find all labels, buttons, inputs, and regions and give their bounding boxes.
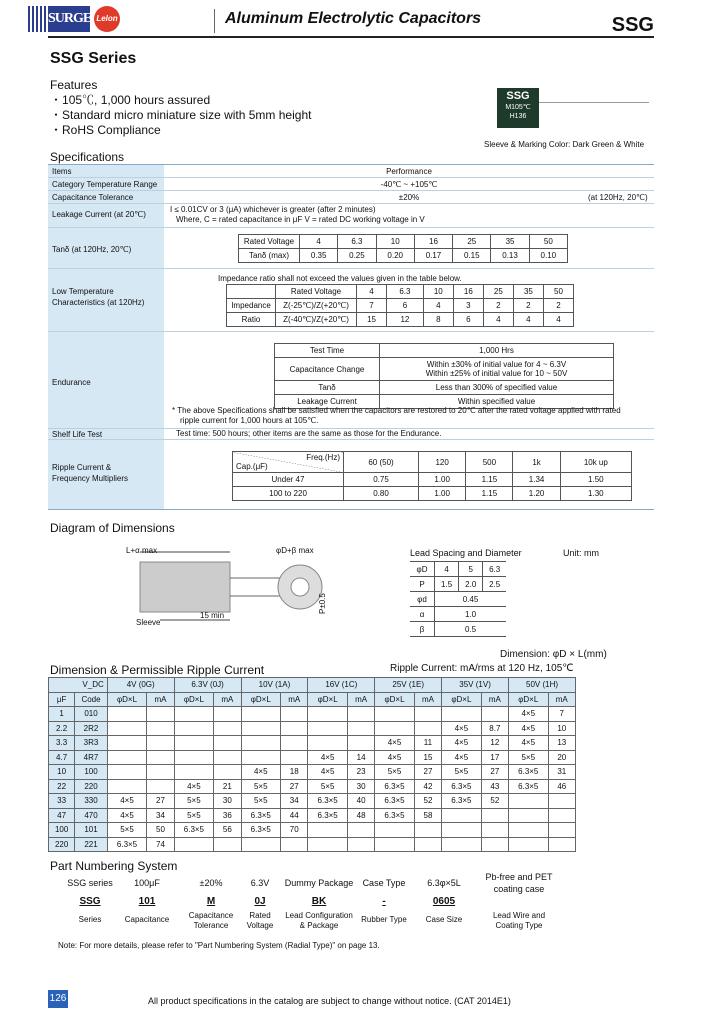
ripple-cell: [481, 808, 508, 823]
pn-label-case-size: Case Size: [425, 915, 463, 924]
ripple-cell: 4×5: [442, 750, 482, 765]
ripple-cell: 6.3×5: [375, 794, 415, 809]
diagram-pitch: P±0.5: [318, 593, 327, 614]
ripple-cell: [509, 794, 549, 809]
ripple-cell: 10: [548, 721, 575, 736]
ripple-cell: [214, 837, 241, 852]
specifications-heading: Specifications: [50, 150, 125, 164]
spec-endurance-label: Endurance: [52, 378, 91, 387]
ripple-cell: [214, 736, 241, 751]
pn-code-voltage: 0J: [254, 896, 266, 907]
pn-label-capacitance: Capacitance: [124, 915, 170, 924]
ripple-cell: [548, 808, 575, 823]
ripple-cell: [281, 736, 308, 751]
ripple-cell: [241, 750, 281, 765]
ripple-cell: 30: [347, 779, 374, 794]
ripple-key-cell: 4.7: [49, 750, 75, 765]
ripple-cell: [241, 837, 281, 852]
ripple-cell: 6.3×5: [241, 808, 281, 823]
feature-item: ・105℃, 1,000 hours assured: [50, 93, 211, 107]
ripple-cell: 52: [481, 794, 508, 809]
ripple-cell: 46: [548, 779, 575, 794]
spec-col-performance: Performance: [386, 167, 432, 176]
ripple-cell: 14: [347, 750, 374, 765]
ripple-cell: 27: [281, 779, 308, 794]
ripple-cell: 4×5: [509, 736, 549, 751]
pn-label-series: Series: [78, 915, 102, 924]
spec-divider: [48, 439, 654, 440]
ripple-cell: [174, 765, 214, 780]
sleeve-note: Sleeve & Marking Color: Dark Green & White: [484, 140, 645, 149]
ripple-cell: [174, 707, 214, 722]
ripple-cell: [375, 721, 415, 736]
ripple-cell: [107, 750, 147, 765]
ripple-key-cell: 3R3: [75, 736, 108, 751]
spec-lowt-label-2: Characteristics (at 120Hz): [52, 298, 145, 307]
spec-shelf-label: Shelf Life Test: [52, 430, 103, 439]
pn-label-voltage: Rated Voltage: [246, 911, 274, 930]
ripple-cell: [347, 707, 374, 722]
spec-lowt-label-1: Low Temperature: [52, 287, 114, 296]
ripple-cell: 42: [414, 779, 441, 794]
ripple-row: [49, 750, 576, 765]
ripple-cell: [147, 765, 174, 780]
footer-text: All product specifications in the catalog are subject to change without notice. (CAT 2014E1): [148, 996, 511, 1006]
ripple-cell: [107, 707, 147, 722]
logo-stripes: [28, 6, 46, 32]
ripple-cell: 5×5: [241, 794, 281, 809]
ripple-cell: 4×5: [509, 707, 549, 722]
pn-top-capacitance: 100μF: [134, 878, 160, 888]
ripple-cell: 6.3×5: [308, 808, 348, 823]
ripple-cell: 27: [147, 794, 174, 809]
ripple-row: [49, 823, 576, 838]
ripple-cell: [174, 721, 214, 736]
ripple-cell: 4×5: [308, 765, 348, 780]
ripple-corner-cell: Freq.(Hz) Cap.(μF): [233, 452, 344, 473]
ripple-cell: 30: [214, 794, 241, 809]
ripple-cell: [481, 823, 508, 838]
diagram-heading: Diagram of Dimensions: [50, 521, 175, 535]
ripple-cell: [347, 837, 374, 852]
pn-code-series: SSG: [79, 896, 101, 907]
ripple-cell: 6.3×5: [442, 794, 482, 809]
ripple-cell: 5×5: [107, 823, 147, 838]
pn-code-case-size: 0605: [432, 896, 456, 907]
ripple-cell: [509, 808, 549, 823]
spec-divider: [48, 190, 654, 191]
ripple-key-cell: 22: [49, 779, 75, 794]
ripple-key-cell: 2.2: [49, 721, 75, 736]
ripple-cell: 4×5: [174, 779, 214, 794]
ripple-cell: 58: [414, 808, 441, 823]
ripple-cell: 13: [548, 736, 575, 751]
ripple-cell: [442, 707, 482, 722]
ripple-cell: 5×5: [174, 794, 214, 809]
features-heading: Features: [50, 78, 98, 92]
ripple-cell: 8.7: [481, 721, 508, 736]
spec-tolerance-label: Capacitance Tolerance: [52, 193, 134, 202]
ripple-key-cell: 47: [49, 808, 75, 823]
surge-logo: SURGE: [48, 6, 90, 32]
ripple-cell: 5×5: [174, 808, 214, 823]
page-number: 126: [48, 990, 68, 1008]
ripple-key-cell: 10: [49, 765, 75, 780]
ripple-cell: [147, 707, 174, 722]
ripple-cell: 4×5: [375, 736, 415, 751]
header-series-code: SSG: [611, 14, 654, 36]
ripple-cell: [308, 823, 348, 838]
ripple-cell: [414, 721, 441, 736]
ripple-cell: [347, 736, 374, 751]
spec-leakage-line1: I ≤ 0.01CV or 3 (μA) whichever is greater (after 2 minutes): [170, 205, 376, 214]
ripple-cell: [509, 823, 549, 838]
ripple-cell: [107, 721, 147, 736]
capacitor-image: SSG M105℃ H136: [497, 88, 539, 128]
ripple-cell: [509, 837, 549, 852]
ripple-cell: 11: [414, 736, 441, 751]
capacitor-body: [140, 562, 230, 612]
ripple-cell: 27: [481, 765, 508, 780]
ripple-row: [49, 736, 576, 751]
pn-top-series: SSG series: [67, 878, 113, 888]
part-numbering-heading: Part Numbering System: [50, 859, 178, 873]
ripple-cell: [281, 707, 308, 722]
ripple-row: [49, 837, 576, 852]
header-rule: [48, 36, 654, 38]
ripple-cell: 7: [548, 707, 575, 722]
diagram-15min: 15 min: [200, 611, 225, 620]
ripple-key-cell: 220: [49, 837, 75, 852]
ripple-key-cell: 33: [49, 794, 75, 809]
pn-top-coating: Pb-free and PET coating case: [485, 872, 553, 894]
ripple-cell: 5×5: [375, 765, 415, 780]
ripple-cell: 6.3×5: [442, 779, 482, 794]
ripple-cell: [414, 837, 441, 852]
diagram-sleeve: Sleeve: [136, 618, 161, 627]
lelon-logo: Lelon: [94, 6, 120, 32]
spec-divider: [48, 268, 654, 269]
spec-leakage-line2: Where, C = rated capacitance in μF V = rated DC working voltage in V: [176, 215, 425, 224]
ripple-key-cell: 470: [75, 808, 108, 823]
ripple-row: [49, 794, 576, 809]
ripple-row: [49, 779, 576, 794]
ripple-table: V_DC 4V (0G) 6.3V (0J) 10V (1A) 16V (1C) 25V (1E) 35V (1V) 50V (1H) μF Code φD×L mA φD×L mA φD×L mA φD×L mA φD×L mA φD×L mA φD×L mA 1 010 4×5 7 2.2 2R2 4×5 8.7 4×5 10 3.3 3R3 4×5 11 4×5 12 4×5 13 4.7 4R7 4×5 14 4×5 15 4×5 17 5×5 20 10 100 4×5 18 4×5 23 5×5 27 5×5 27 6.3×5 31 22 220 4×5 21 5×5 27 5×5 30 6.3×5 42 6.3×5 43 6.3×5 46 33 330 4×5 27 5×5 30 5×5 34 6.3×5 40 6.3×5 52 6.3×5 52 47 470 4×5 34 5×5 36 6.3×5 44 6.3×5 48 6.3×5 58 100 101 5×5 50 6.3×5 56 6.3×5 70 220 221 6.3×5 74: [48, 677, 576, 852]
ripple-key-cell: 100: [75, 765, 108, 780]
ripple-key-cell: 3.3: [49, 736, 75, 751]
ripple-cell: 4×5: [308, 750, 348, 765]
ripple-cell: 31: [548, 765, 575, 780]
ripple-cell: 44: [281, 808, 308, 823]
ripple-row: [49, 707, 576, 722]
part-note: Note: For more details, please refer to "Part Numbering System (Radial Type)" on page 13.: [58, 941, 380, 950]
ripple-cell: 4×5: [241, 765, 281, 780]
ripple-key-cell: 4R7: [75, 750, 108, 765]
diagram-d-max: φD+β max: [276, 546, 314, 555]
pn-top-package: Dummy Package: [284, 878, 354, 888]
lead-spacing-heading: Lead Spacing and Diameter: [410, 548, 522, 558]
tand-table: Rated Voltage 4 6.3 10 16 25 35 50 Tanδ (max) 0.35 0.25 0.20 0.17 0.15 0.13 0.10: [238, 234, 568, 263]
ripple-cell: [375, 823, 415, 838]
pn-code-package: BK: [311, 896, 327, 907]
ripple-cell: [308, 736, 348, 751]
spec-endurance-note-2: ripple current for 1,000 hours at 105℃.: [180, 416, 319, 425]
ripple-heading: Dimension & Permissible Ripple Current: [50, 663, 265, 677]
ripple-cell: 5×5: [442, 765, 482, 780]
ripple-cell: [481, 707, 508, 722]
spec-divider: [48, 331, 654, 332]
ripple-key-cell: 330: [75, 794, 108, 809]
ripple-cell: [107, 779, 147, 794]
pn-top-size: 6.3φ×5L: [427, 878, 461, 888]
ripple-cell: 6.3×5: [241, 823, 281, 838]
ripple-cell: [214, 721, 241, 736]
pn-label-rubber: Rubber Type: [361, 915, 407, 924]
end-view-core: [291, 578, 309, 596]
ripple-cell: [281, 721, 308, 736]
spec-leakage-label: Leakage Current (at 20℃): [52, 210, 146, 219]
ripple-cell: 6.3×5: [509, 765, 549, 780]
ripple-cell: [147, 779, 174, 794]
spec-endurance-note-1: * The above Specifications shall be satisfied when the capacitors are restored to 20℃ after the rated voltage applied with rated: [172, 406, 621, 415]
ripple-cell: 6.3×5: [107, 837, 147, 852]
header-divider: [214, 9, 215, 33]
ripple-cell: 4×5: [509, 721, 549, 736]
ripple-key-cell: 221: [75, 837, 108, 852]
spec-tolerance-note: (at 120Hz, 20℃): [588, 193, 648, 202]
ripple-cell: 6.3×5: [509, 779, 549, 794]
ripple-cell: 12: [481, 736, 508, 751]
spec-ripple-label-1: Ripple Current &: [52, 463, 112, 472]
pn-code-capacitance: 101: [138, 896, 156, 907]
ripple-cell: [548, 794, 575, 809]
lead-spacing-unit: Unit: mm: [563, 548, 599, 558]
ripple-key-cell: 101: [75, 823, 108, 838]
ripple-cell: [548, 837, 575, 852]
endurance-table: Test Time 1,000 Hrs Capacitance Change Within ±30% of initial value for 4 ~ 6.3V Within ±25% of initial value for 10 ~ 50V Tanδ Less than 300% of specified value Leakage Current Within specified value: [274, 343, 614, 409]
ripple-cell: 15: [414, 750, 441, 765]
pn-label-tolerance: Capacitance Tolerance: [188, 911, 234, 930]
feature-item: ・RoHS Compliance: [50, 123, 161, 137]
ripple-cell: 74: [147, 837, 174, 852]
ripple-key-cell: 100: [49, 823, 75, 838]
ripple-row: [49, 808, 576, 823]
ripple-row: [49, 721, 576, 736]
ripple-cell: 56: [214, 823, 241, 838]
ripple-cell: 4×5: [442, 721, 482, 736]
ripple-cell: 27: [414, 765, 441, 780]
feature-item: ・Standard micro miniature size with 5mm height: [50, 108, 312, 122]
ripple-cell: [347, 823, 374, 838]
ripple-cell: 48: [347, 808, 374, 823]
header-title: Aluminum Electrolytic Capacitors: [225, 10, 482, 27]
ripple-cell: [214, 707, 241, 722]
ripple-cell: [241, 707, 281, 722]
spec-shelf-value: Test time: 500 hours; other items are the same as those for the Endurance.: [176, 429, 442, 438]
ripple-cell: [414, 823, 441, 838]
ripple-cell: 36: [214, 808, 241, 823]
ripple-cell: [281, 837, 308, 852]
ripple-cell: 40: [347, 794, 374, 809]
ripple-cell: 6.3×5: [375, 779, 415, 794]
ripple-cell: [147, 736, 174, 751]
ripple-key-cell: 220: [75, 779, 108, 794]
series-title: SSG Series: [50, 50, 137, 67]
ripple-cell: 21: [214, 779, 241, 794]
ripple-cell: 5×5: [241, 779, 281, 794]
ripple-cell: 43: [481, 779, 508, 794]
ripple-cell: 6.3×5: [174, 823, 214, 838]
spec-divider: [48, 203, 654, 204]
ripple-cell: [308, 837, 348, 852]
ripple-row: [49, 765, 576, 780]
spec-temp-label: Category Temperature Range: [52, 180, 158, 189]
ripple-cell: 6.3×5: [375, 808, 415, 823]
spec-ripple-label-2: Frequency Multipliers: [52, 474, 129, 483]
spec-table: [48, 164, 654, 510]
ripple-cell: [214, 750, 241, 765]
lowt-table: Rated Voltage 4 6.3 10 16 25 35 50 Impedance Z(-25℃)/Z(+20℃) 7 6 4 3 2 2 2 Ratio Z(-40℃)/Z(+20℃) 15 12 8 6 4 4 4: [226, 284, 574, 327]
ripple-cell: [347, 721, 374, 736]
ripple-cell: 17: [481, 750, 508, 765]
ripple-cell: 4×5: [442, 736, 482, 751]
ripple-cell: 52: [414, 794, 441, 809]
pn-top-tolerance: ±20%: [199, 878, 223, 888]
ripple-cell: [442, 823, 482, 838]
features-list: [50, 93, 311, 138]
spec-divider: [48, 227, 654, 228]
ripple-cell: [308, 721, 348, 736]
ripple-cell: [241, 721, 281, 736]
ripple-cell: 18: [281, 765, 308, 780]
ripple-cell: 34: [281, 794, 308, 809]
spec-tand-label: Tanδ (at 120Hz, 20℃): [52, 245, 132, 254]
lead-spacing-table: φD 4 5 6.3 P 1.5 2.0 2.5 φd 0.45 α 1.0 β 0.5: [410, 561, 506, 637]
pn-code-tolerance: M: [206, 896, 216, 907]
ripple-cell: [308, 707, 348, 722]
spec-divider: [48, 177, 654, 178]
dimension-label: Dimension: φD × L(mm): [500, 649, 607, 660]
ripple-cell: 4×5: [375, 750, 415, 765]
capacitor-lead: [539, 102, 649, 103]
ripple-cell: [442, 837, 482, 852]
ripple-cell: [147, 750, 174, 765]
pn-top-voltage: 6.3V: [250, 878, 270, 888]
ripple-cell: [107, 765, 147, 780]
pn-code-rubber: -: [382, 896, 386, 907]
ripple-cell: [375, 837, 415, 852]
ripple-cell: [147, 721, 174, 736]
spec-lowt-note: Impedance ratio shall not exceed the values given in the table below.: [218, 274, 462, 283]
ripple-cell: [548, 823, 575, 838]
ripple-cell: [174, 750, 214, 765]
ripple-cell: 5×5: [509, 750, 549, 765]
ripple-cell: 4×5: [107, 808, 147, 823]
ripple-cell: [241, 736, 281, 751]
ripple-table-body: [49, 707, 576, 852]
pn-label-lead-package: Lead Configuration & Package: [285, 911, 353, 930]
ripple-cell: [174, 837, 214, 852]
ripple-cell: 23: [347, 765, 374, 780]
pn-label-lead-wire: Lead Wire and Coating Type: [492, 911, 546, 930]
ripple-multiplier-table: Freq.(Hz) Cap.(μF) 60 (50) 120 500 1k 10k up Under 47 0.75 1.00 1.15 1.34 1.50 100 to 220 0.80 1.00 1.15 1.20 1.30: [232, 451, 632, 501]
ripple-key-cell: 010: [75, 707, 108, 722]
ripple-cell: [281, 750, 308, 765]
spec-col-items: Items: [52, 167, 72, 176]
pn-top-case-type: Case Type: [362, 878, 406, 888]
ripple-cell: [107, 736, 147, 751]
ripple-cell: 6.3×5: [308, 794, 348, 809]
spec-tolerance-value: ±20%: [398, 193, 420, 202]
ripple-cell: [481, 837, 508, 852]
ripple-key-cell: 1: [49, 707, 75, 722]
ripple-cell: [375, 707, 415, 722]
ripple-cell: [414, 707, 441, 722]
ripple-cell: 34: [147, 808, 174, 823]
ripple-cell: 20: [548, 750, 575, 765]
ripple-cell: 50: [147, 823, 174, 838]
ripple-unit-note: Ripple Current: mA/rms at 120 Hz, 105℃: [390, 663, 574, 674]
ripple-cell: [174, 736, 214, 751]
ripple-cell: 5×5: [308, 779, 348, 794]
diagram-l-max: L+α max: [126, 546, 158, 555]
ripple-cell: 70: [281, 823, 308, 838]
ripple-cell: [214, 765, 241, 780]
ripple-cell: 4×5: [107, 794, 147, 809]
ripple-cell: [442, 808, 482, 823]
ripple-key-cell: 2R2: [75, 721, 108, 736]
spec-temp-value: -40℃ ~ +105℃: [380, 180, 438, 189]
